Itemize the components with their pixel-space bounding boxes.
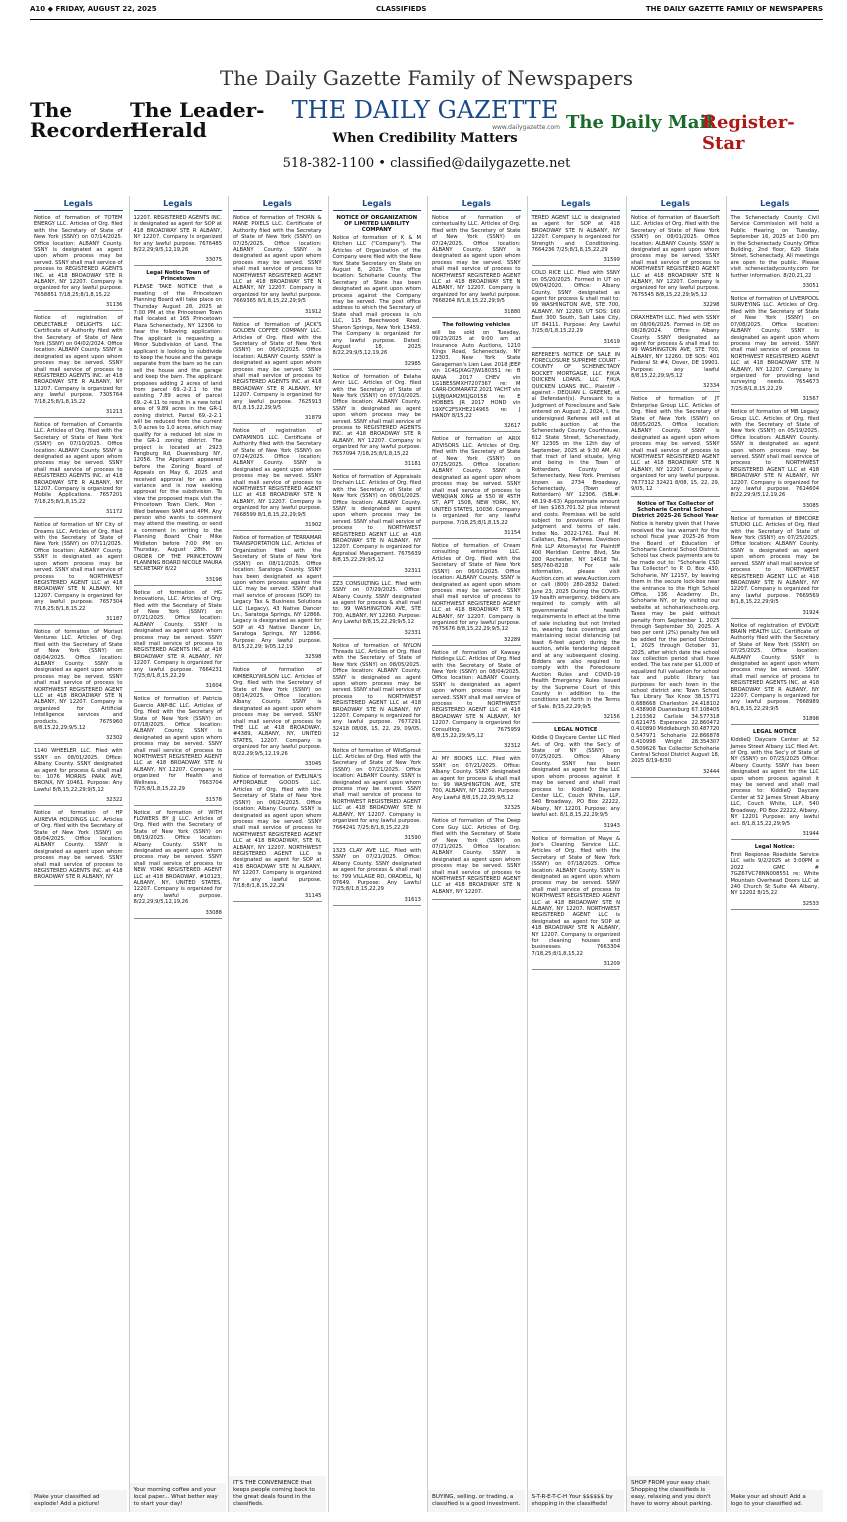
notice-divider [731, 291, 820, 292]
section-name: CLASSIFIEDS [376, 5, 427, 13]
notice-divider [233, 769, 322, 770]
daily-gazette-tagline: When Credibility Matters [332, 131, 518, 146]
legal-notice: TERED AGENT LLC is designated as agent for SOP at 418 BROADWAY STE N ALBANY, NY 12207. Company is organized for Strength and Conditioning. 7664236 7/25;8/1,8,15,22,29 [531, 215, 620, 254]
notice-divider [432, 645, 521, 646]
legal-notice: Notice of formation of Eelaha Amir LLC. Articles of Org. filed with the Secretary of State of New York (SSNY) on 07/10/2025. Office location: ALBANY County. SSNY is designated as agent upon whom process may be served. SSNY shall mail service of process to REGISTERED AGENTS INC. at 418 BROADWAY STE R ALBANY, NY 12207. Company is organized for any lawful purpose. 7657094 7/18,25;8/1,8,15,22 [332, 373, 421, 457]
notice-number: 32617 [503, 423, 521, 430]
legal-notice: will be sold on Tuesday, 09/23/2025 at 9:00 am at Insurance Auto Auctions, 1210 Kings Road, Schenectady, NY 12303. New York State Garageman's Lien Law: 2018 JEEP vin 1C4GJXAG7JW180351 re: B RANA 2017 CHEV vin 1G1BE5SMXH7207367 re: M CARR-DOMARATZ 2021 YACHT vin 1UJBJ0AM2M1JG0158 re: E HOBBES JR 2017 HOND vin 19XFC2F5XHE214965 re: J HANDY 8/15,22 [432, 329, 521, 419]
notice-number: 31145 [304, 893, 322, 900]
notice-divider [731, 839, 820, 840]
notice-divider [233, 901, 322, 902]
notice-divider [731, 724, 820, 725]
column-heading: Legals [432, 196, 521, 211]
notice-number: 31154 [503, 530, 521, 537]
notice-divider [731, 511, 820, 512]
notice-divider [432, 899, 521, 900]
notice-number: 32444 [702, 768, 720, 775]
legal-notice: Notice of formation of JACK'S GOLDEN COFFEE COMPANY LLC. Articles of Org. filed with the Secretary of State of New York (SSNY) on 06/02/2025. Office location: ALBANY County. SSNY is designated as agent upon whom process may be served. SSNY shall mail service of process to REGISTERED AGENTS INC. at 418 BROADWAY STE R ALBANY, NY 12207. Company is organized for any lawful purpose. 7625913 8/1,8,15,22,29;9/5 [233, 321, 322, 411]
notice-divider [432, 431, 521, 432]
legal-notice: The Schenectady County Civil Service Commission will hold a Public Hearing on Tuesday, September 16, 2025 at 1:00 pm in the Schenectady County Office Building, 2nd floor, 620 State Street, Schenectady. All meetings are open to the public. Please visit schenectadycounty.com for further information. 8/20,21,22 [730, 215, 819, 279]
daily-gazette-website[interactable]: www.dailygazette.com [492, 124, 560, 131]
notice-divider [333, 843, 422, 844]
legal-notice: Notice of formation of Kawsay Holdings LLC. Articles of Org. filed with the Secretary of State of New York (SSNY) on 08/04/2025. Office location: ALBANY County. SSNY is designated as agent upon whom process may be served. SSNY shall mail service of process to NORTHWEST REGISTERED AGENT LLC at 418 BROADWAY STE N ALBANY, NY 12207. Company is organized for Consulting. 7675959 8/8,15,22,29;9/5,12 [432, 649, 521, 740]
notice-number: 31924 [802, 609, 819, 616]
notice-title: Legal Notice Town of Princetown [146, 270, 210, 283]
notice-divider [34, 885, 123, 886]
notice-divider [134, 918, 223, 919]
notice-divider [134, 691, 223, 692]
column-heading: Legals [34, 196, 123, 211]
page-number: A10 [30, 5, 46, 13]
legal-notice: Notice of formation of Cream consulting enterprise LLC. Articles of Org. filed with the Secretary of State of New York (SSNY) on 06/01/2025. Office location: ALBANY County. SSNY is designated as agent upon whom process may be served. SSNY shall mail service of process to NORTHWEST REGISTERED AGENT LLC at 418 BROADWAY STE N ALBANY, NY 12207. Company is organized for any lawful purpose. 7675676 8/8,15,22,29;9/5,12 [432, 543, 521, 633]
legal-notice: Notice of formation of JT Enterprise Group LLC. Articles of Org. filed with the Secretary of State of New York (SSNY) on 08/05/2025. Office location: ALBANY County. SSNY is designated as agent upon whom process may be served. SSNY shall mail service of process to NORTHWEST REGISTERED AGENT LLC at 418 BROADWAY STE N ALBANY, NY 12207. Company is organized for any lawful purpose. 7677312 32421 8/08, 15, 22, 29, 9/05, 12 [631, 396, 720, 493]
legal-notice: 12207. REGISTERED AGENTS INC. is designated as agent for SOP at 418 BROADWAY STE R ALBANY, NY 12207. Company is organized for any lawful purpose. 7676485 8/22,29;9/5,12,19,26 [133, 215, 222, 254]
notice-title: Legal Notice: [754, 843, 795, 850]
notice-number: 31613 [404, 896, 421, 903]
notice-number: 32325 [503, 805, 521, 812]
legal-notice: Notice of formation of K & M Kitchen LLC ("Company"). The Articles of Organization of the Company were filed with the New York State Secretary on State on August 8, 2025. The office location: Schoharie County. The Secretary of State has been designated as agent upon whom process against the Company may be served. The post office address to which the Secretary of State shall mail process is c/o LLC, 115 Beechwood Road, Sharon Springs, New York 13459. The Company is organized for any lawful purpose. Dated: August 18, 2025 8/22,29;9/5,12,19,26 [332, 235, 421, 357]
notice-number: 31567 [802, 396, 819, 403]
notice-number: 31879 [304, 415, 322, 422]
classified-promo: Make your ad shout! Add a logo to your classified ad. [727, 1490, 824, 1512]
notice-number: 33075 [205, 257, 222, 264]
legal-notice: ZZ3 CONSULTING LLC. Filed with SSNY on 07/29/2025. Office: Albany County. SSNY designated as agent for process & shall mail to: 99 WASHINGTON AVE, STE 700, ALBANY, NY 12260. Purpose: Any Lawful 8/8,15,22,29;9/5,12 [332, 580, 421, 626]
notice-number: 31880 [503, 308, 521, 315]
legals-column [626, 196, 724, 1512]
notice-number: 33051 [802, 283, 819, 290]
notice-divider [432, 317, 521, 318]
notice-divider [34, 417, 123, 418]
legal-notice: Notice of formation of Appraisals Onchain LLC. Articles of Org. filed with the Secretary of State of New York (SSNY) on 08/01/2025. Office location: ALBANY County. SSNY is designated as agent upon whom process may be served. SSNY shall mail service of process to NORTHWEST REGISTERED AGENT LLC at 418 BROADWAY STE N ALBANY, NY 12207. Company is organized for Appraisal Management. 7675639 8/8,15,22,29;9/5,12 [332, 474, 421, 564]
notice-divider [532, 347, 621, 348]
notice-number: 33198 [205, 576, 222, 583]
notice-divider [532, 969, 621, 970]
legal-notice: Notice of registration of DELECTABLE DELIGHTS LLC. Certificate of Authority filed with the Secretary of State of New York (SSNY) on 04/02/2024. Office location: ALBANY County. SSNY is designated as agent upon whom process may be served. SSNY shall mail service of process to REGISTERED AGENTS INC. at 418 BROADWAY STE R ALBANY, NY 12207. Company is organized for any lawful purpose. 7305764 7/18,25;8/1,8,15,22 [34, 315, 123, 405]
legal-notice: Notice of formation of WildSprout LLC. Articles of Org. filed with the Secretary of State of New York (SSNY) on 07/21/2025. Office location: ALBANY County. SSNY is designated as agent upon whom process may be served. SSNY shall mail service of process to NORTHWEST REGISTERED AGENT LLC at 418 BROADWAY STE N ALBANY, NY 12207. Company is organized for any lawful purpose. 7664241 7/25;8/1,8,15,22,29 [332, 747, 421, 831]
notice-number: 31136 [105, 302, 123, 309]
notice-number: 31912 [304, 308, 322, 315]
notice-number: 32533 [802, 900, 819, 907]
notice-divider [532, 722, 621, 723]
legal-notice: KiddieQ Daycare Center at 52 James Street Albany LLC filed Art. of Org. with the Sec'y of State of NY (SSNY) on 07/25/2025 Office: Albany County. SSNY has been designated as agent for the LLC upon whom process against it may be served and shall mail process to: KiddieQ Daycare Center at 52 James Street Albany LLC, Couch White, LLP, 540 Broadway, PO Box 22222, Albany, NY 12201 Purpose: any lawful act. 8/1,8,15,22,29;9/5 [730, 737, 819, 827]
daily-mail-logo: The Daily Mail [566, 112, 714, 133]
notice-divider [134, 805, 223, 806]
notice-divider [432, 538, 521, 539]
column-heading: Legals [631, 196, 720, 211]
notice-divider [731, 909, 820, 910]
notice-divider [233, 662, 322, 663]
notice-divider [731, 618, 820, 619]
legal-notice: Notice of registration of DATAMINDS LLC. Certificate of Authority filed with the Secretary of State of New York (SSNY) on 07/24/2025. Office location: ALBANY County. SSNY is designated as agent upon whom process may be served. SSNY shall mail service of process to NORTHWEST REGISTERED AGENT LLC at 418 BROADWAY STE N ALBANY, NY 12207. Company is organized for any lawful purpose. 7668599 8/1,8,15,22,29;9/5 [233, 428, 322, 518]
column-heading: Legals [731, 196, 820, 211]
newspaper-family: THE DAILY GAZETTE FAMILY OF NEWSPAPERS [645, 5, 823, 13]
legal-notice: 1323 CLAY AVE LLC. Filed with SSNY on 07/21/2025. Office: Albany County. SSNY designated as agent for process & shall mail to: 799 VILLAGE RD, ORADELL, NJ 07649. Purpose: Any Lawful 7/25;8/1,8,15,22,29 [332, 847, 421, 893]
classified-promo: Your morning coffee and your local paper... What better way to start your day! [130, 1483, 227, 1512]
notice-divider [333, 576, 422, 577]
notice-divider [134, 585, 223, 586]
notice-number: 33085 [802, 502, 819, 509]
column-heading: Legals [532, 196, 621, 211]
notice-number: 31590 [404, 834, 421, 841]
notice-number: 32289 [503, 636, 521, 643]
legals-column [228, 196, 326, 1512]
notice-number: 32334 [702, 383, 720, 390]
notice-title: NOTICE OF ORGANIZATION OF LIMITED LIABILITY COMPANY [336, 215, 418, 233]
classified-promo: IT'S THE CONVENIENCE that keeps people coming back to the great deals found in the classifieds. [229, 1476, 326, 1512]
notice-divider [333, 369, 422, 370]
classified-contact[interactable]: 518-382-1100 • classified@dailygazette.net [282, 156, 571, 171]
classified-promo: S-T-R-E-T-C-H Your $$$$$$ by shopping in the classifieds! [528, 1490, 625, 1512]
notice-divider [631, 777, 720, 778]
notice-divider [532, 831, 621, 832]
notice-number: 32156 [603, 714, 620, 721]
notice-number: 33045 [304, 761, 322, 768]
notice-number: 31604 [205, 683, 222, 690]
legal-notice: Notice is hereby given that I have received the tax warrant for the school fiscal year 2025-26 from the Board of Education of Schoharie Central School District. School tax check payments are to be made out to: "Schoharie CSD Tax Collector" to P. O. Box 430, Schoharie, NY 12157, by leaving them in the secure lock-box near the entrance to the High School Office, 136 Academy Dr., Schoharie NY, or by visiting our website at schoharieschools.org. Taxes may be paid without penalty from September 1, 2025 through September 30, 2025. A two per cent (2%) penalty fee will be added for the period October 1, 2025 through October 31, 2025, after which date the school tax collection period shall have ended. The tax rate per $1,000 of equalized full valuation for school tax and public library tax purposes for each town in the school district are: Town School Tax Library Tax Knox 38.15771 0.688668 Charleston 24.418102 0.438908 Duanesburg 67.108405 1.213362 Carlisle 34.577318 0.621475 Esperance 22.860472 0.410890 Middleburgh 30.487720 0.547971 Schoharie 22.866878 0.410998 Wright 28.354307 0.509626 Tax Collector Schoharie Central School District August 18, 2025 8/19-8/30 [631, 521, 720, 765]
notice-number: 31944 [802, 830, 819, 837]
legal-notice: Notice of formation of LIVERPOOL SURVEYING LLC. Articles of Org. filed with the Secretary of State of New York (SSNY) on 07/08/2025. Office location: ALBANY County. SSNY is designated as agent upon whom process may be served. SSNY shall mail service of process to NORTHWEST REGISTERED AGENT LLC at 418 BROADWAY STE N ALBANY, NY 12207. Company is organized for providing land surveying needs. 7654673 7/25;8/1,8,15,22,29 [730, 296, 819, 392]
legal-notice: Notice of formation of Maye & Joe's Cleaning Service LLC. Articles of Org. filed with the Secretary of State of New York (SSNY) on 07/18/2025. Office location: ALBANY County. SSNY is designated as agent upon whom process may be served. SSNY shall mail service of process to NORTHWEST REGISTERED AGENT LLC at 418 BROADWAY STE N ALBANY, NY 12207. NORTHWEST REGISTERED AGENT LLC is designated as agent for SOP at 418 BROADWAY STE N ALBANY, NY 12207. Company is organized for cleaning houses and businesses. 7663304 7/18,25;8/1,8,15,22 [531, 835, 620, 957]
notice-number: 31943 [603, 822, 620, 829]
legal-notice: Notice of formation of TERRAMAR TRANSPORTATION LLC. Articles of Organization filed with the Secretary of State of New York (SSNY) on 08/11/2025. Office location: Saratoga County. SSNY has been designated as agent upon whom process against the LLC may be served. SSNY shall mail service of process (SOP) to: Legacy Tax & Business Solutions LLC (Legacy), 43 Native Dancer Ln., Saratoga Springs, NY 12866. Legacy is designated as agent for SOP at 43 Native Dancer Ln, Saratoga Springs, NY 12866. Purpose: Any lawful purpose. 8/15,22,29; 9/05,12,19 [233, 535, 322, 650]
running-header [30, 5, 823, 20]
notice-divider [432, 751, 521, 752]
notice-number: 31187 [105, 615, 123, 622]
notice-number: 32598 [304, 654, 322, 661]
legal-notice: REFEREE'S NOTICE OF SALE IN FORECLOSURE SUPREME COURT - COUNTY OF SCHENECTADY ROCKET MORTGAGE, LLC F/K/A QUICKEN LOANS, LLC F/K/A QUICKEN LOANS INC., Plaintiff - against - DEQUAN L. GREENE, et al Defendant(s). Pursuant to a Judgment of Foreclosure and Sale entered on August 2, 2024, I, the undersigned Referee will sell at public auction at the Schenectady County Courthouse, 612 State Street, Schenectady, NY 12305 on the 12th day of September, 2025 at 9:30 AM. All that tract of land situate, lying and being in the Town of Rotterdam, County of Schenectady, New York. Premises known as 2734 Broadway, Schenectady, (Town of Rotterdam) NY 12306. (SBL#: 48.19-8-63) Approximate amount of lien $163,701.32 plus interest and costs. Premises will be sold subject to provisions of filed judgment and terms of sale. Index No. 2022-1761. Paul M. Callahan, Esq., Referee. Davidson Fink LLP Attorney(s) for Plaintiff 400 Meridian Centre Blvd, Ste 200 Rochester, NY 14618 Tel. 585/760-8218 For sale information, please visit Auction.com at www.Auction.com or call (800) 280-2832 Dated: June 23, 2025 During the COVID-19 health emergency, bidders are required to comply with all governmental health requirements in effect at the time of sale including but not limited to, wearing face coverings and maintaining social distancing (at least 6-feet apart) during the auction, while tendering deposit and at any subsequent closing. Bidders are also required to comply with the Foreclosure Auction Rules and COVID-19 Health Emergency Rules issued by the Supreme Court of this County in addition to the conditions set forth in the Terms of Sale. 8/15,22,29;9/5 [531, 351, 620, 710]
legal-notice: Notice of formation of BauerSoft LLC. Articles of Org. filed with the Secretary of State of New York (SSNY) on 08/01/2025. Office location: ALBANY County. SSNY is designated as agent upon whom process may be served. SSNY shall mail service of process to NORTHWEST REGISTERED AGENT LLC at 418 BROADWAY STE N ALBANY, NY 12207. Company is organized for any lawful purpose. 7675545 8/8,15,22,29;9/5,12 [631, 215, 720, 298]
notice-divider [233, 317, 322, 318]
notice-divider [333, 469, 422, 470]
notice-divider [34, 517, 123, 518]
notice-divider [34, 310, 123, 311]
legal-notice: Notice of formation of WITH FLOWERS BY JJ LLC. Articles of Org. filed with the Secretary of State of New York (SSNY) on 08/19/2025. Office location: Albany County. SSNY is designated as agent upon whom process may be served. SSNY shall mail service of process to NEW YORK REGISTERED AGENT LLC at 418 BROADWAY, #10123, ALBANY, NY, UNITED STATES, 12207. Company is organized for any lawful purpose. 8/22,29;9/5,12,19,26 [133, 809, 222, 906]
leader-herald-logo: The Leader-Herald [130, 98, 265, 142]
notice-divider [233, 530, 322, 531]
notice-divider [34, 805, 123, 806]
column-heading: Legals [233, 196, 322, 211]
notice-number: 32312 [503, 743, 521, 750]
daily-gazette-logo [270, 96, 580, 146]
notice-number: 32298 [702, 302, 720, 309]
legal-notice: Notice of formation of Morisot Ventures LLC. Articles of Org. filed with the Secretary of State of New York (SSNY) on 08/04/2025. Office location: ALBANY County. SSNY is designated as agent upon whom process may be served. SSNY shall mail service of process to NORTHWEST REGISTERED AGENT LLC at 418 BROADWAY STE N ALBANY, NY 12207. Company is organized for Artificial Intelligence services and products. 7675960 8/8,15,22,29;9/5,12 [34, 628, 123, 732]
column-heading: Legals [333, 196, 422, 211]
legal-notice: Kiddie Q Daycare Center LLC filed Art. of Org. with the Sec'y of State of NY (SSNY) on 07/25/2025. Office: Albany County. SSNY has been designated as agent for the LLC upon whom process against it may be served and shall mail process to: KiddieQ Daycare Center LLC, Couch White, LLP, 540 Broadway, PO Box 22222, Albany, NY 12201 Purpose: any lawful act. 8/1,8,15,22,29;9/5 [531, 735, 620, 819]
notice-number: 32322 [105, 797, 123, 804]
notice-number: 31619 [603, 338, 620, 345]
register-star-logo: Register-Star [702, 112, 795, 154]
notice-number: 31181 [404, 461, 421, 467]
legal-notice: Notice of formation of NY City of Dreams LLC. Articles of Org. filed with the Secretary of State of New York (SSNY) on 07/11/2025. Office location: ALBANY County. SSNY is designated as agent upon whom process may be served. SSNY shall mail service of process to NORTHWEST REGISTERED AGENT LLC at 418 BROADWAY STE N ALBANY, NY 12207. Company is organized for any lawful purpose. 7657304 7/18,25;8/1,8,15,22 [34, 522, 123, 612]
notice-number: 32985 [404, 360, 421, 367]
notice-number: 31898 [802, 716, 819, 723]
notice-title: LEGAL NOTICE [554, 727, 598, 734]
masthead-logos [30, 96, 823, 158]
notice-title: LEGAL NOTICE [753, 729, 797, 736]
recorder-logo: The Recorder [30, 98, 133, 142]
legals-column [427, 196, 525, 1512]
issue-date: FRIDAY, AUGUST 22, 2025 [55, 5, 157, 13]
runhead-left: A10 ◆ FRIDAY, AUGUST 22, 2025 [30, 5, 157, 13]
legal-notice: Notice of formation of BIMCORE STUDIO LLC. Articles of Org. filed with the Secretary of State of New York (SSNY) on 07/25/2025. Office location: ALBANY County. SSNY is designated as agent upon whom process may be served. SSNY shall mail service of process to NORTHWEST REGISTERED AGENT LLC at 418 BROADWAY STE N ALBANY, NY 12207. Company is organized for any lawful purpose. 7669569 8/1,8,15,22,29;9/5 [730, 515, 819, 606]
notice-divider [34, 743, 123, 744]
legal-notice: Notice of formation of Patricia Guercio ANP-BC LLC. Articles of Org. filed with the Secretary of State of New York (SSNY) on 07/18/2025. Office location: ALBANY County. SSNY is designated as agent upon whom process may be served. SSNY shall mail service of process to NORTHWEST REGISTERED AGENT LLC at 418 BROADWAY STE N ALBANY, NY 12207. Company is organized for Health and Wellness. 7663704 7/25;8/1,8,15,22,29 [133, 696, 222, 793]
legal-notice: Notice of formation of Comantis LLC. Articles of Org. filed with the Secretary of State of New York (SSNY) on 07/10/2025. Office location: ALBANY County. SSNY is designated as agent upon whom process may be served. SSNY shall mail service of process to REGISTERED AGENTS INC. at 418 BROADWAY STE R ALBANY, NY 12207. Company is organized for Mobile Applications. 7657201 7/18,25;8/1,8,15,22 [34, 421, 123, 505]
legal-notice: Notice of formation of The Deep Core Guy LLC. Articles of Org. filed with the Secretary of State of New York (SSNY) on 07/21/2025. Office location: ALBANY County. SSNY is designated as agent upon whom process may be served. SSNY shall mail service of process to NORTHWEST REGISTERED AGENT LLC at 418 BROADWAY STE N ALBANY, NY 12207. [432, 818, 521, 895]
notice-divider [432, 813, 521, 814]
notice-number: 31213 [105, 408, 123, 415]
legal-notice: Notice of formation of EVELINA'S AFFORDABLE GOODS LLC. Articles of Org. filed with the Secretary of State of New York (SSNY) on 06/24/2025. Office location: Albany County. SSNY is designated as agent upon whom process may be served. SSNY shall mail service of process to NORTHWEST REGISTERED AGENT LLC at 418 BROADWAY, STE N, ALBANY, NY 12207. NORTHWEST REGISTERED AGENT LLC is designated as agent for SOP at 418 BROADWAY STE N ALBANY, NY 12207. Company is organized for any lawful purpose. 7/18;8/1,8,15,22,29 [233, 774, 322, 889]
legal-notice: DRAXHEATH LLC. Filed with SSNY on 08/06/2025. Formed in DE on 08/28/2024. Office: Albany County. SSNY designated as agent for process & shall mail to: 99 WASHINGTON AVE, STE 700, ALBANY, NY 12260. DE SOS: 401 Federal St #4, Dover, DE 19901. Purpose: any lawful 8/8,15,22,29;9/5,12 [631, 315, 720, 379]
legals-column [328, 196, 426, 1512]
notice-number: 31209 [603, 961, 620, 968]
notice-divider [631, 310, 720, 311]
notice-divider [34, 624, 123, 625]
legal-notice: Notice of formation of HP AUREVIA HOLDINGS LLC. Articles of Org. filed with the Secretary of State of New York (SSNY) on 08/04/2025. Office location: ALBANY County. SSNY is designated as agent upon whom process may be served. SSNY shall mail service of process to REGISTERED AGENTS INC. at 418 BROADWAY STE R ALBANY, NY [34, 810, 123, 881]
classified-promo: SHOP FROM your easy chair. Shopping the classifieds is easy, relaxing and you don't have to worry about parking. [627, 1476, 724, 1512]
notice-number: 31902 [304, 522, 322, 529]
legal-notice: Notice of formation of MB Legacy Group LLC. Articles of Org. filed with the Secretary of State of New York (SSNY) on 05/19/2025. Office location: ALBANY County. SSNY is designated as agent upon whom process may be served. SSNY shall mail service of process to NORTHWEST REGISTERED AGENT LLC at 418 BROADWAY STE N ALBANY, NY 12207. Company is organized for any lawful purpose. 7614604 8/22,29;9/5,12,19,26 [730, 409, 819, 499]
legal-notice: COLD RICE LLC. Filed with SSNY on 05/20/2025. Formed in UT on 09/04/2020. Office: Albany County. SSNY designated as agent for process & shall mail to: 99 WASHINGTON AVE, STE 700, ALBANY, NY 12260. UT SOS: 160 East 300 South, Salt Lake City, UT 84111. Purpose: Any Lawful 7/25;8/1,8,15,22,29 [531, 270, 620, 335]
legal-notice: Notice of formation of ARIX ADVISORS LLC. Articles of Org. filed with the Secretary of State of New York (SSNY) on 07/25/2025. Office location: ALBANY County. SSNY is designated as agent upon whom process may be served. SSNY shall mail service of process to WENQIAN XING at 550 W 45TH ST, APT 1508, NEW YORK, NY, UNITED STATES, 10036. Company is organized for any lawful purpose. 7/18,25;8/1,8,15,22 [432, 436, 521, 526]
legal-notice: Notice of formation of THORN & MANE PIXELS LLC. Certificate of Authority filed with the Secretary of State of New York (SSNY) on 07/25/2025. Office location: ALBANY County. SSNY is designated as agent upon whom process may be served. SSNY shall mail service of process to NORTHWEST REGISTERED AGENT LLC at 418 BROADWAY STE N ALBANY, NY 12207. Company is organized for any lawful purpose. 7669365 8/1,8,15,22,29;9/5 [233, 215, 322, 305]
notice-divider [134, 265, 223, 266]
notice-number: 31172 [105, 509, 123, 516]
legals-column [30, 196, 127, 1512]
notice-number: 31578 [205, 796, 222, 803]
legal-notice: 1140 WHEELER LLC. Filed with SSNY on 08/01/2025. Office: Albany County. SSNY designated as agent for process & shall mail to: 1076 MORRIS PARK AVE, BRONX, NY 10461. Purpose: Any Lawful 8/8,15,22,29;9/5,12 [34, 748, 123, 793]
legals-column [129, 196, 227, 1512]
notice-number: 32302 [105, 735, 123, 742]
legal-notice: PLEASE TAKE NOTICE that a meeting of the Princetown Planning Board will take place on Thursday August 28, 2025 at 7:00 PM at the Princetown Town Hall located at 165 Princetown Plaza Schenectady, NY 12306 to hear the following application: The applicant is requesting a Minor Subdivision of Land. The applicant is looking to subdivide to keep the house and the garage separate from the barn so he can sell the house and the garage and keep the barn. The applicant proposes adding 2 acres of land from parcel 69.-2-2.1 to the existing 7.89 acres of parcel 69.-2-4.11 to result in a new total area of 9.89 acres in the GR-1 zoning district. Parcel 69.-2-2.1 will be reduced from the current 3.0 acres to 1.0 acres, which may qualify for a reduced lot size in the GR-1 zoning district. The project is located at 2923 Pangburg Rd, Duanesburg NY, 12056. The Applicant appeared before the Zoning Board of Appeals on May 6, 2025 and received approval for an area variance and is now seeking approval for the subdivision. To view the proposed maps visit the Princetown Town Clerk, Mon - Wed between 9AM and 4PM. Any person who wants to comment may attend the meeting, or send a comment in writing to the Planning Board Chair Mike Mildleton before 7:00 PM on Thursday, August 28th. BY ORDER OF THE PRINCETOWN PLANNING BOARD NICOLE MAURA SECRETARY 8/22 [133, 284, 222, 573]
legal-notice: AI MY BOOKS LLC. Filed with SSNY on 07/21/2025. Office: Albany County. SSNY designated as agent for process & shall mail to: 99 WASHINGTON AVE, STE 700, ALBANY, NY 12260. Purpose: Any Lawful 8/8,15,22,29;9/5,12 [432, 756, 521, 801]
notice-divider [333, 638, 422, 639]
notice-divider [631, 496, 720, 497]
notice-number: 32311 [404, 567, 421, 574]
legal-notice: Notice of registration of EVOLVE BRAIN HEALTH LLC. Certificate of Authority filed with the Secretary of State of New York (SSNY) on 07/25/2025. Office location: ALBANY County. SSNY is designated as agent upon whom process may be served. SSNY shall mail service of process to REGISTERED AGENTS INC. at 418 BROADWAY STE R ALBANY, NY 12207. Company is organized for any lawful purpose. 7668989 8/1,8,15,22,29;9/5 [730, 622, 819, 712]
notice-divider [731, 404, 820, 405]
legal-notice: First Response Roadside Service LLC sells 9/2/2025 at 3:00PM a 2022 GMC # 7GZ67VC78NN008551 re: White Mountain Overhead Doors LLC at 240 Church St Suite 4A Albany, NY 12202 8/15,22 [730, 851, 819, 897]
legals-column [726, 196, 824, 1512]
legal-notice: Notice of formation of NYLON Threads LLC. Articles of Org. filed with the Secretary of State of New York (SSNY) on 08/05/2025. Office location: ALBANY County. SSNY is designated as agent upon whom process may be served. SSNY shall mail service of process to NORTHWEST REGISTERED AGENT LLC at 418 BROADWAY STE N ALBANY, NY 12207. Company is organized for any lawful purpose. 7677291 32418 08/08, 15, 22, 29, 09/05, 12 [332, 642, 421, 739]
masthead-title: The Daily Gazette Family of Newspapers [220, 66, 633, 90]
notice-divider [532, 265, 621, 266]
notice-number: 31599 [603, 257, 620, 264]
daily-gazette-name: THE DAILY GAZETTE [291, 96, 559, 124]
notice-divider [333, 743, 422, 744]
notice-number: 33088 [205, 909, 222, 916]
notice-divider [631, 391, 720, 392]
notice-divider [233, 423, 322, 424]
legals-column [527, 196, 625, 1512]
column-heading: Legals [134, 196, 223, 211]
legal-notice: Notice of formation of KIMBERLYWILSON LLC. Articles of Org. filed with the Secretary of State of New York (SSNY) on 08/14/2025. Office location: Albany County. SSNY is designated as agent upon whom process may be served. SSNY shall mail service of process to THE LLC at 418 BROADWAY, #4389, ALBANY, NY, UNITED STATES, 12207. Company is organized for any lawful purpose. 8/22,29;9/5,12,19,26 [233, 667, 322, 757]
notice-divider [333, 905, 422, 906]
notice-title: The following vehicles [442, 321, 511, 328]
legal-notice: Notice of formation of HG Innovations, LLC. Articles of Org. filed with the Secretary of State of New York (SSNY) on 07/21/2025. Office location: ALBANY County. SSNY is designated as agent upon whom process may be served. SSNY shall mail service of process to REGISTERED AGENTS INC. at 418 BROADWAY STE R ALBANY, NY 12207. Company is organized for any lawful purpose. 7664231 7/25;8/1,8,15,22,29 [133, 589, 222, 679]
legal-notice: Notice of formation of contextuality LLC. Articles of Org. filed with the Secretary of State of New York (SSNY) on 07/24/2025. Office location: ALBANY County. SSNY is designated as agent upon whom process may be served. SSNY shall mail service of process to NORTHWEST REGISTERED AGENT LLC at 418 BROADWAY STE N ALBANY, NY 12207. Company is organized for any lawful purpose. 7668264 8/1,8,15,22,29;9/5 [432, 215, 521, 305]
notice-title: Notice of Tax Collector of Schoharie Central School District 2025-26 School Year [632, 501, 719, 520]
classified-promo: Make your classified ad explode! Add a picture! [30, 1490, 127, 1512]
legal-notice: Notice of formation of TOTEM ENERGY LLC. Articles of Org. filed with the Secretary of State of New York (SSNY) on 07/14/2025. Office location: ALBANY County. SSNY is designated as agent upon whom process may be served. SSNY shall mail service of process to REGISTERED AGENTS INC. at 418 BROADWAY STE R ALBANY, NY 12207. Company is organized for any lawful purpose. 7658851 7/18,25;8/1,8,15,22 [34, 215, 123, 298]
classified-promo: BUYING, selling, or trading, a classified is a good investment. [428, 1490, 525, 1512]
notice-number: 32331 [404, 629, 421, 636]
legals-columns [30, 196, 823, 1512]
